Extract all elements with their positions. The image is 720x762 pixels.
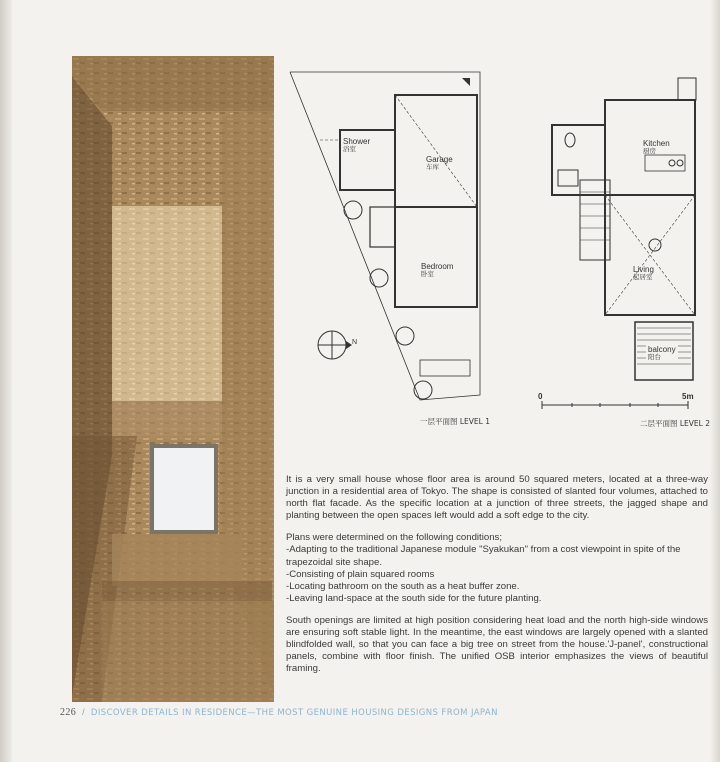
conditions-line: -Locating bathroom on the south as a heat buffer zone. — [286, 580, 520, 592]
room-name: Garage — [426, 155, 453, 164]
room-name-cn: 车库 — [426, 164, 439, 172]
room-name-cn: 阳台 — [648, 354, 661, 362]
room-name: Bedroom — [421, 262, 454, 271]
room-name-cn: 厨房 — [643, 148, 656, 156]
series-title: DISCOVER DETAILS IN RESIDENCE—THE MOST GENUINE HOUSING DESIGNS FROM JAPAN — [90, 708, 498, 718]
compass-label: N — [352, 339, 358, 346]
room-name: Living — [633, 265, 654, 274]
scale-start: 0 — [538, 392, 543, 401]
room-shower — [343, 137, 370, 154]
floor-plans — [280, 60, 720, 440]
room-name: Shower — [343, 137, 371, 146]
caption-level1: 一层平面图 LEVEL 1 — [420, 417, 491, 426]
scale-end: 5m — [682, 392, 694, 401]
book-gutter — [0, 0, 12, 762]
room-kitchen — [643, 139, 670, 156]
page-number: 226 — [60, 707, 77, 718]
conditions-line: -Consisting of plain squared rooms — [286, 568, 435, 580]
room-name-cn: 浴室 — [343, 146, 356, 154]
caption-level2: 二层平面图 LEVEL 2 — [640, 419, 711, 428]
footer-separator: / — [82, 707, 86, 717]
room-bedroom — [421, 262, 453, 279]
room-name: Kitchen — [643, 139, 670, 148]
room-garage — [426, 155, 453, 172]
room-living — [633, 265, 654, 282]
room-name-cn: 起居室 — [633, 274, 653, 282]
room-balcony — [646, 345, 678, 362]
room-name-cn: 卧室 — [421, 271, 434, 279]
conditions-line: Plans were determined on the following conditions; — [286, 532, 502, 544]
paragraph-openings: South openings are limited at high position considering heat load and the north high-side windows are ensuring soft stable light. In the meantime, the east windows are largely opened with a slanted blindfolded wall, so that you can face a big tree on street from the house.'J-panel', constructional panels, combine with floor finish. The unified OSB interior emphasizes the views of beautiful framing. — [286, 614, 708, 675]
page-footer — [60, 707, 498, 718]
paragraph-conditions — [286, 532, 708, 605]
conditions-line: -Adapting to the traditional Japanese module "Syakukan" from a cost viewpoint in spite of the trapezoidal site shape. — [286, 544, 681, 568]
interior-photo — [72, 56, 274, 702]
conditions-line: -Leaving land-space at the south side for the future planting. — [286, 592, 542, 604]
paragraph-intro: It is a very small house whose floor area is around 50 squared meters, located at a three-way junction in a residential area of Tokyo. The shape is consisted of slanted four volumes, attached to north flat facade. As the specific location at a junction of three streets, the jagged shape and planting between the open spaces left would add a soft edge to the city. — [286, 474, 708, 522]
article-text — [286, 474, 708, 685]
room-name: balcony — [648, 345, 676, 354]
